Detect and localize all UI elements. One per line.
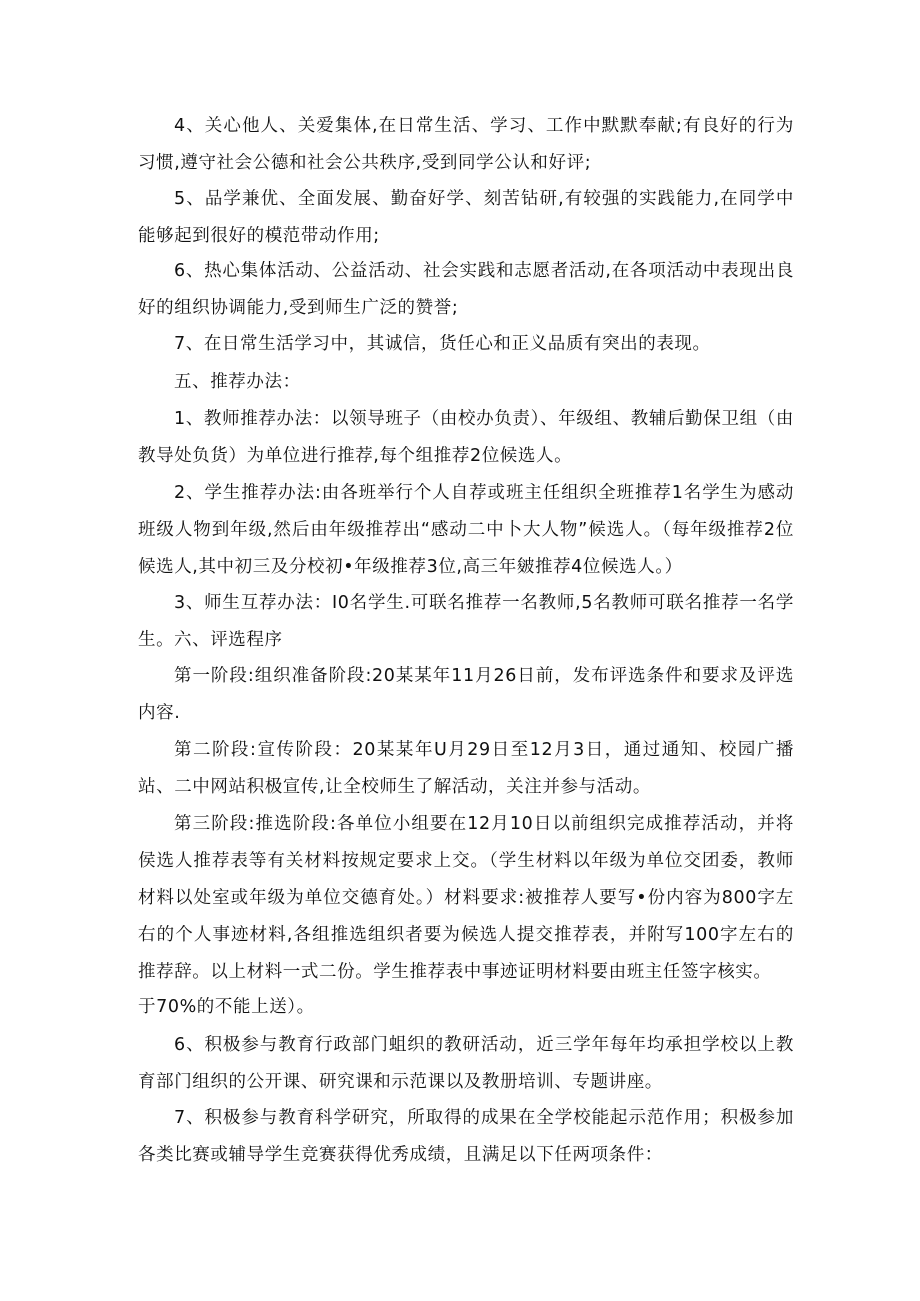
paragraph-criterion-4: 4、关心他人、关爱集体,在日常生活、学习、工作中默默奉献;有良好的行为习惯,遵守社会公德和社会公共秩序,受到同学公认和好评; [138, 116, 794, 173]
paragraph-criterion-5: 5、品学兼优、全面发展、勤奋好学、刻苦钻研,有较强的实践能力,在同学中能够起到很好的模范带动作用; [138, 189, 794, 246]
paragraph-stage-one: 第一阶段:组织准备阶段:20某某年11月26日前，发布评选条件和要求及评选内容. [138, 666, 794, 723]
paragraph-criterion-6: 6、热心集体活动、公益活动、社会实践和志愿者活动,在各项活动中表现出良好的组织协调能力,受到师生广泛的赞誉; [138, 261, 794, 318]
paragraph-stage-two: 第二阶段:宣传阶段：20某某年U月29日至12月3日，通过通知、校园广播站、二中网站积极宣传,让全校师生了解活动，关注并参与活动。 [138, 740, 794, 797]
paragraph-stage-three: 第三阶段:推选阶段:各单位小组要在12月10日以前组织完成推荐活动，并将侯选人推荐表等有关材料按规定要求上交。（学生材料以年级为单位交团委，教师材料以处室或年级为单位交德育处。）材料要求:被推荐人要写•份内容为800字左右的个人事迹材料,各组推选组织者要为候选人提交推荐表，并附写100字左右的推荐辞。以上材料一式二份。学生推荐表中事迹证明材料要由班主任签字核实。 [138, 814, 794, 982]
paragraph-criterion-7: 7、在日常生活学习中，其诚信，货任心和正义品质有突出的表现。 [174, 334, 711, 354]
paragraph-item-6-research: 6、积极参与教育行政部门蛆织的教研活动，近三学年每年均承担学校以上教育部门组织的公开课、研究课和示范课以及教册培训、专题讲座。 [138, 1035, 794, 1092]
section-heading-recommend-method: 五、推荐办法： [174, 372, 301, 392]
section-heading-selection-procedure: 六、评选程序 [174, 630, 283, 650]
paragraph-fragment: 于70%的不能上送）。 [138, 997, 315, 1017]
paragraph-mutual-recommend: 3、师生互荐办法：I0名学生.可联名推荐一名教师,5名教师可联名推荐一名学生。 [138, 593, 794, 650]
paragraph-item-7-science: 7、积极参与教育科学研究，所取得的成果在全学校能起示范作用；积极参加各类比赛或辅导学生竞赛获得优秀成绩，且满足以下任两项条件： [138, 1108, 794, 1165]
paragraph-student-recommend: 2、学生推荐办法:由各班举行个人自荐或班主任组织全班推荐1名学生为感动班级人物到年级,然后由年级推荐出“感动二中卜大人物”候选人。（每年级推荐2位候选人,其中初三及分校初•年级推荐3位,高三年皴推荐4位候选人。） [138, 483, 794, 577]
paragraph-teacher-recommend: 1、教师推荐办法：以领导班子（由校办负责）、年级组、教辅后勤保卫组（由教导处负货）为单位进行推荐,每个组推荐2位候选人。 [138, 409, 794, 466]
